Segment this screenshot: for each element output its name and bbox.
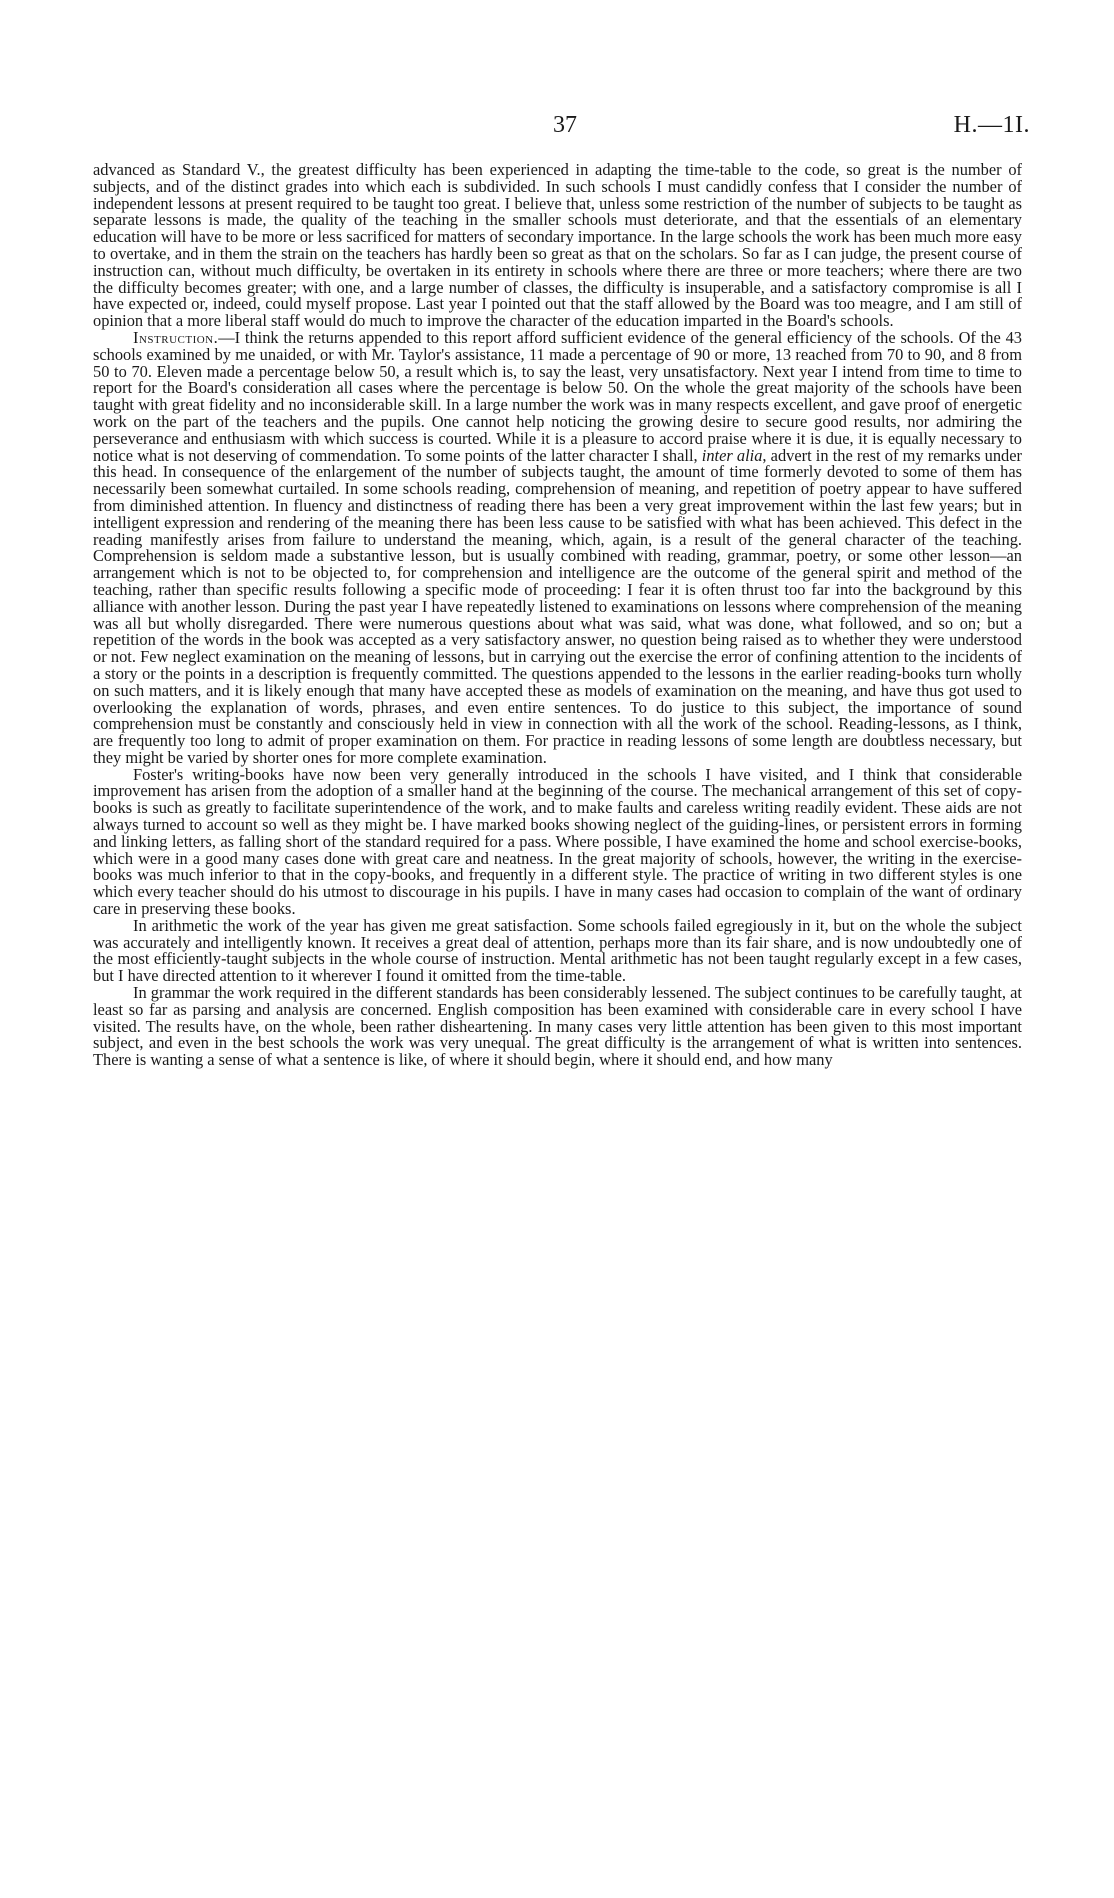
page-reference: H.—1I. <box>953 112 1030 138</box>
paragraph-arithmetic: In arithmetic the work of the year has given me great satisfaction. Some schools failed egregiously in it, but on the whole the subject was accurately and intelligently known. It receives a great deal of attention, perhaps more than its fair share, and is now undoubtedly one of the most efficiently-taught subjects in the whole course of instruction. Mental arithmetic has not been taught regularly except in a few cases, but I have directed attention to it wherever I found it omitted from the time-table. <box>93 915 1022 986</box>
paragraph-instruction-text-1: —I think the returns appended to this report afford sufficient evidence of the general efficiency of the schools. Of the 43 schools examined by me unaided, or with Mr. Taylor's assistance, 11 made a percentage of 90 or more, 13 reached from 70 to 90, and 8 from 50 to 70. Eleven made a percentage below 50, a result which is, to say the least, very unsatisfactory. Next year I intend from time to time to report for the Board's consideration all cases where the percentage is below 50. On the whole the great majority of the schools have been taught with great fidelity and no inconsiderable skill. In a large number the work was in many respects excellent, and gave proof of energetic work on the part of the teachers and the pupils. One cannot help noticing the growing desire to secure good results, nor admiring the perseverance and enthusiasm with which success is courted. While it is a pleasure to accord praise where it is due, it is equally necessary to notice what is not deserving of commendation. To some points of the latter character I shall, <box>93 327 1022 465</box>
paragraph-staffing: advanced as Standard V., the greatest difficulty has been experienced in adapting the time-table to the code, so great is the number of subjects, and of the distinct grades into which each is subdivided. In such schools I must candidly confess that I consider the number of independent lessons at present required to be taught too great. I believe that, unless some restriction of the number of subjects to be taught as separate lessons is made, the quality of the teaching in the smaller schools must deteriorate, and that the essentials of an elementary education will have to be more or less sacrificed for matters of secondary importance. In the large schools the work has been much more easy to overtake, and in them the strain on the teachers has hardly been so great as that on the scholars. So far as I can judge, the present course of instruction can, without much difficulty, be overtaken in its entirety in schools where there are three or more teachers; where there are two the difficulty becomes greater; with one, and a large number of classes, the difficulty is insuperable, and a satisfactory compromise is all I have expected or, indeed, could myself propose. Last year I pointed out that the staff allowed by the Board was too meagre, and I am still of opinion that a more liberal staff would do much to improve the character of the education imparted in the Board's schools. <box>93 160 1022 331</box>
paragraph-grammar: In grammar the work required in the different standards has been considerably lessened. The subject continues to be carefully taught, at least so far as parsing and analysis are concerned. English composition has been examined with considerable care in every school I have visited. The results have, on the whole, been rather disheartening. In many cases very little attention has been given to this most important subject, and even in the best schools the work was very unequal. The great difficulty is the arrangement of what is written into sentences. There is wanting a sense of what a sentence is like, of where it should begin, where it should end, and how many <box>93 983 1022 1070</box>
paragraph-instruction <box>93 327 1022 767</box>
section-heading-instruction: Instruction. <box>133 327 219 347</box>
body-text <box>93 162 1022 1069</box>
paragraph-writing: Foster's writing-books have now been very generally introduced in the schools I have visited, and I think that considerable improvement has arisen from the adoption of a smaller hand at the beginning of the course. The mechanical arrangement of this set of copy-books is such as greatly to facilitate superintendence of the work, and to make faults and careless writing readily evident. These aids are not always turned to account so well as they might be. I have marked books showing neglect of the guiding-lines, or persistent errors in forming and linking letters, as falling short of the standard required for a pass. Where possible, I have examined the home and school exercise-books, which were in a good many cases done with great care and neatness. In the great majority of schools, however, the writing in the exercise-books was much inferior to that in the copy-books, and frequently in a different style. The practice of writing in two different styles is one which every teacher should do his utmost to discourage in his pupils. I have in many cases had occasion to complain of the want of ordinary care in preserving these books. <box>93 764 1022 919</box>
paragraph-instruction-text-2: , advert in the rest of my remarks under this head. In consequence of the enlargement of the number of subjects taught, the amount of time formerly devoted to some of them has necessarily been somewhat curtailed. In some schools reading, comprehension of meaning, and repetition of poetry appear to have suffered from diminished attention. In fluency and distinctness of reading there has been a very great improvement within the last few years; but in intelligent expression and rendering of the meaning there has been less cause to be satisfied with what has been achieved. This defect in the reading manifestly arises from failure to understand the meaning, which, again, is a result of the general character of the teaching. Comprehension is seldom made a substantive lesson, but is usually combined with reading, grammar, poetry, or some other lesson—an arrangement which is not to be objected to, for comprehension and intelligence are the outcome of the general spirit and method of the teaching, rather than specific results following a specific mode of proceeding: I fear it is often thrust too far into the background by this alliance with another lesson. During the past year I have repeatedly listened to examinations on lessons where comprehension of the meaning was all but wholly disregarded. There were numerous questions about what was said, what was done, what followed, and so on; but a repetition of the words in the book was accepted as a very satisfactory answer, no question being raised as to whether they were understood or not. Few neglect examination on the meaning of lessons, but in carrying out the exercise the error of confining attention to the incidents of a story or the points in a description is frequently committed. The questions appended to the lessons in the earlier reading-books turn wholly on such matters, and it is likely enough that many have accepted these as models of examination on the meaning, and have thus got used to overlooking the explanation of words, phrases, and even entire sentences. To do justice to this subject, the importance of sound comprehension must be constantly and consciously held in view in connection with all the work of the school. Reading-lessons, as I think, are frequently too long to admit of proper examination on them. For practice in reading lessons of some length are doubtless necessary, but they might be varied by shorter ones for more complete examination. <box>93 445 1022 767</box>
italic-phrase: inter alia <box>701 445 763 465</box>
page-number: 37 <box>553 112 577 138</box>
